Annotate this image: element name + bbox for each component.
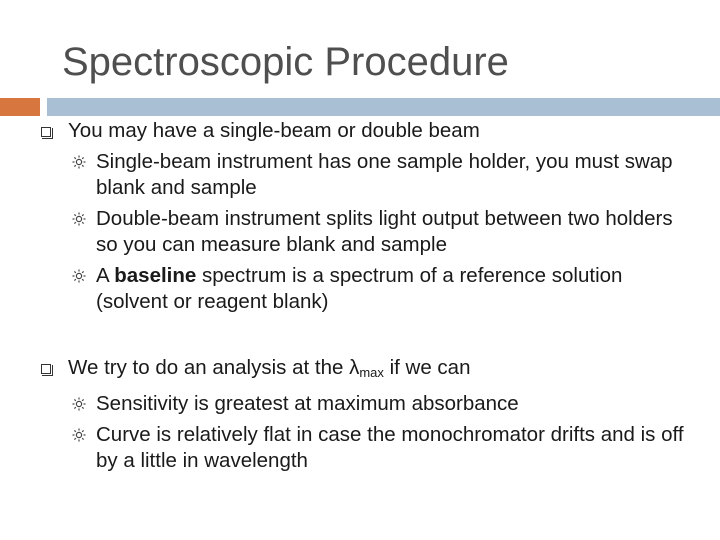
bullet-beam-types [68, 118, 698, 315]
sun-icon [72, 155, 86, 169]
sub-bullet-single-beam [68, 149, 698, 201]
bullet-text-pre: We try to do an analysis at the λ [68, 356, 360, 379]
square-box-icon [41, 364, 51, 374]
sun-icon [72, 397, 86, 411]
sun-icon [72, 428, 86, 442]
sub-bullet-baseline [68, 263, 698, 315]
sub-bullet-text-pre: A [96, 264, 115, 287]
sub-bullet-text: Double-beam instrument splits light output between two holders so you can measure blank and sample [96, 207, 673, 256]
accent-bar-blue [47, 98, 720, 116]
sub-bullet-text: Single-beam instrument has one sample holder, you must swap blank and sample [96, 150, 673, 199]
sun-icon [72, 212, 86, 226]
sub-bullet-double-beam [68, 206, 698, 258]
sub-bullet-text-post: spectrum is a spectrum of a reference solution (solvent or reagent blank) [96, 264, 623, 313]
slide-title: Spectroscopic Procedure [62, 40, 509, 84]
sub-bullet-text: Sensitivity is greatest at maximum absorbance [96, 392, 519, 415]
bullet-text [68, 355, 698, 386]
bullet-lambda-max [68, 355, 698, 474]
bullet-text: You may have a single-beam or double beam [68, 119, 480, 142]
square-box-icon [41, 127, 51, 137]
bullet-text-post: if we can [383, 356, 471, 379]
sun-icon [72, 269, 86, 283]
sub-bullet-curve-flat [68, 422, 698, 474]
accent-bar-orange [0, 98, 40, 116]
sub-bullet-sensitivity [68, 391, 698, 417]
baseline-term: baseline [114, 264, 197, 287]
lambda-subscript: max [359, 365, 384, 380]
sub-bullet-text: Curve is relatively flat in case the monochromator drifts and is off by a little in wavelength [96, 423, 684, 472]
